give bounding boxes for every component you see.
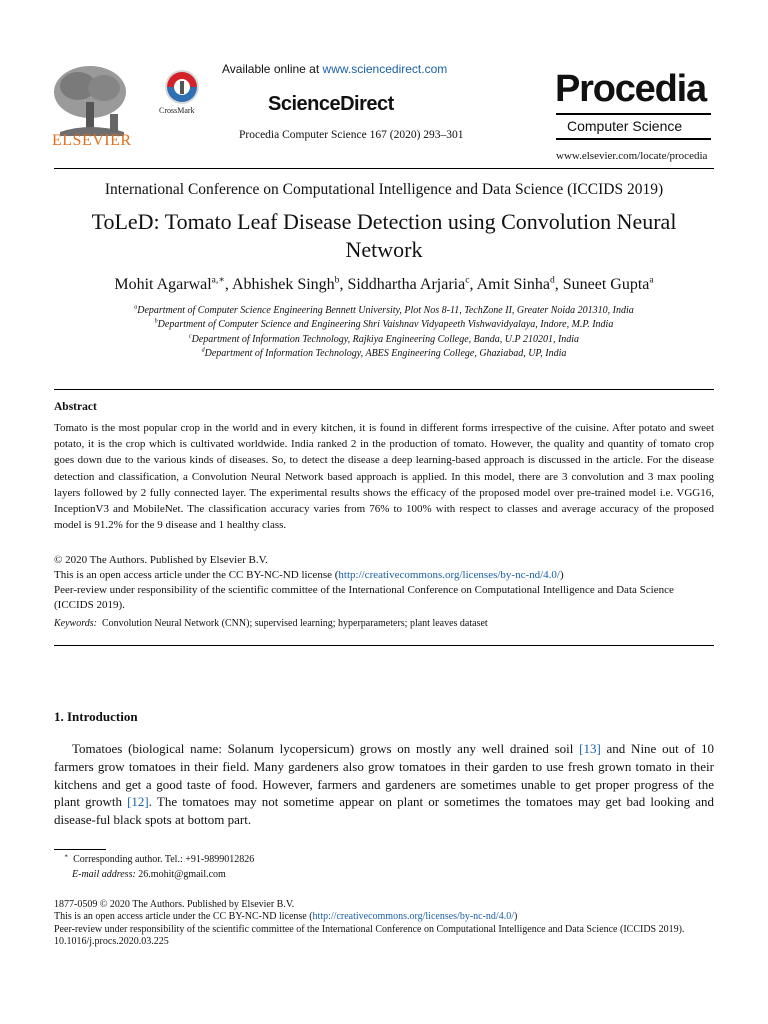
paper-title-text: ToLeD: Tomato Leaf Disease Detection using Convolution Neural Network xyxy=(91,209,677,262)
footer-license-link[interactable]: http://creativecommons.org/licenses/by-nc-nd/4.0/ xyxy=(312,911,514,923)
footnote-rule xyxy=(54,849,106,850)
procedia-title: Procedia xyxy=(555,68,706,110)
author-list: Mohit Agarwal$^{a,∗}$, Abhishek Singh$^b$, Siddhartha Arjaria$^c$, Amit Sinha$^d$, Suneet Gupta$^a$ xyxy=(114,274,654,293)
doi[interactable]: 10.1016/j.procs.2020.03.225 xyxy=(54,936,169,948)
footer-legal xyxy=(54,899,714,949)
author-name: Siddhartha Arjaria$^c$ xyxy=(347,274,470,293)
available-prefix: Available online at xyxy=(222,62,323,76)
author-name: Amit Sinha$^d$ xyxy=(476,274,555,293)
footer-peer-review: Peer-review under responsibility of the scientific committee of the International Conference on Computational Intelligence and Data Science (ICCIDS 2019). xyxy=(54,923,685,935)
section-heading-introduction: 1. Introduction xyxy=(54,709,138,724)
introduction-paragraph: Tomatoes (biological name: Solanum lycopersicum) grows on mostly any well drained soil [13] and Nine out of 10 farmers grow tomatoes in their field. Many gardeners also grow tomatoes in their garden to use fresh grown tomato in their kitchens and get a good taste of food. However, farmers and gardeners are sometimes unable to get proper progress of the plant growth [12]. The tomatoes may not sometime appear on plant or sometimes the tomatoes may get bad looking and disease-ful black spots at bottom part. xyxy=(54,741,715,828)
crossmark-label: CrossMark xyxy=(159,106,195,115)
license-link[interactable]: http://creativecommons.org/licenses/by-nc-nd/4.0/ xyxy=(338,569,560,581)
paper-title xyxy=(0,208,768,264)
affiliation-c: $^c$Department of Information Technology, Rajkiya Engineering College, Banda, U.P 210201, India xyxy=(188,333,580,345)
sciencedirect-link[interactable]: www.sciencedirect.com xyxy=(322,62,448,76)
journal-reference: Procedia Computer Science 167 (2020) 293–301 xyxy=(239,129,464,141)
footer-license-line: This is an open access article under the CC BY-NC-ND license (http://creativecommons.org/licenses/by-nc-nd/4.0/) xyxy=(54,911,518,923)
abstract-rule-bottom xyxy=(54,645,714,646)
procedia-rule-bottom xyxy=(556,138,711,140)
citation-link[interactable]: [12] xyxy=(127,794,149,810)
peer-review-line: Peer-review under responsibility of the scientific committee of the International Conference on Computational Intelligence and Data Science (ICCIDS 2019). xyxy=(54,584,674,611)
author-name: Abhishek Singh$^b$ xyxy=(231,274,340,293)
procedia-rule-top xyxy=(556,113,711,115)
sciencedirect-brand: ScienceDirect xyxy=(268,93,394,115)
keywords xyxy=(54,618,714,629)
keywords-label: Keywords: xyxy=(54,618,97,629)
author-name: Mohit Agarwal$^{a,∗}$ xyxy=(114,274,225,293)
header-divider xyxy=(54,168,714,169)
abstract-body: Tomato is the most popular crop in the world and in every kitchen, it is found in different forms irrespective of the cuisine. After potato and sweet potato, it is the crop which is cultivated worldwide. India ranked 2 in the production of tomato. However, the quality and quantity of tomato crop goes down due to the various kinds of diseases. So, to detect the disease a deep learning-based approach is discussed in the article. For the disease detection and classification, a Convolution Neural Network based approach is applied. In this model, there are 3 convolution and 3 max pooling layers followed by 2 fully connected layer. The experimental results shows the efficacy of the proposed model over pre-trained model i.e. VGG16, InceptionV3 and MobileNet. The classification accuracy varies from 76% to 100% with respect to classes and average accuracy of the proposed model is 91.2% for the 9 disease and 1 healthy class. xyxy=(54,422,714,532)
abstract-heading: Abstract xyxy=(54,401,97,413)
issn-line: 1877-0509 © 2020 The Authors. Published by Elsevier B.V. xyxy=(54,899,295,910)
procedia-url[interactable]: www.elsevier.com/locate/procedia xyxy=(556,150,708,162)
conference-name: International Conference on Computational Intelligence and Data Science (ICCIDS 2019) xyxy=(104,181,664,198)
copyright-block xyxy=(54,553,714,613)
keywords-text: Convolution Neural Network (CNN); supervised learning; hyperparameters; plant leaves dataset xyxy=(101,618,488,629)
affiliation-a: $^a$Department of Computer Science Engineering Bennett University, Plot Nos 8-11, TechZone II, Greater Noida 201310, India xyxy=(134,304,634,316)
license-line: This is an open access article under the CC BY-NC-ND license (http://creativecommons.org/licenses/by-nc-nd/4.0/) xyxy=(54,569,564,581)
citation-link[interactable]: [13] xyxy=(579,741,601,756)
publisher-wordmark: ELSEVIER xyxy=(52,132,132,149)
abstract-rule-top xyxy=(54,389,714,390)
author-name: Suneet Gupta$^a$ xyxy=(562,274,654,293)
author-email: E-mail address: 26.mohit@gmail.com xyxy=(72,869,226,880)
copyright-line: © 2020 The Authors. Published by Elsevier B.V. xyxy=(54,554,268,566)
affiliation-d: $^d$Department of Information Technology, ABES Engineering College, Ghaziabad, UP, India xyxy=(201,347,567,359)
corresponding-author: ∗ Corresponding author. Tel.: +91-9899012826 xyxy=(64,853,255,865)
available-online xyxy=(222,62,447,76)
affiliation-b: $^b$Department of Computer Science and Engineering Shri Vaishnav Vidyapeeth Vishwavidyalaya, Indore, M.P. India xyxy=(154,318,614,330)
procedia-subtitle: Computer Science xyxy=(567,118,683,134)
